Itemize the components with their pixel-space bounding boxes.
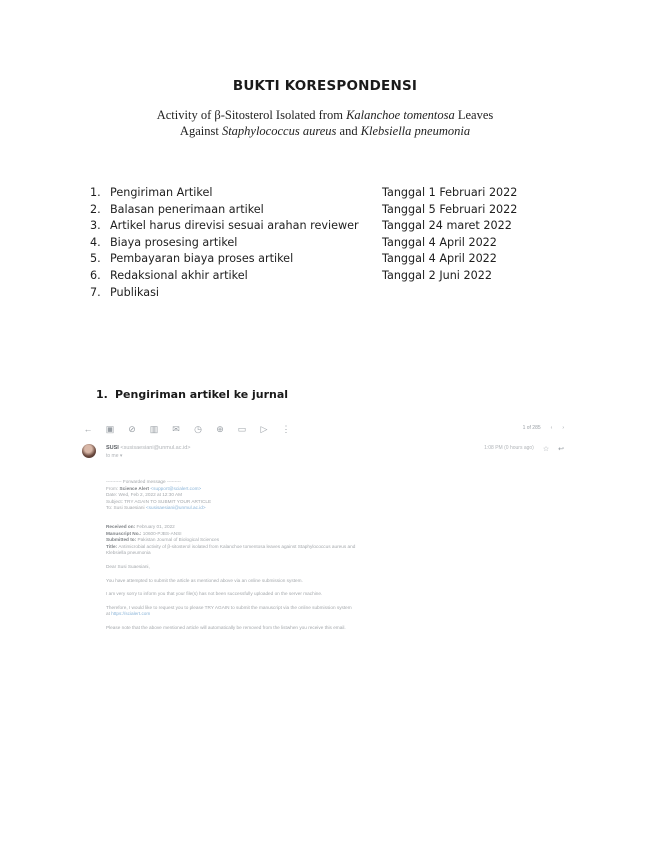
to-line <box>106 505 356 512</box>
list-item <box>90 203 550 220</box>
submission-link[interactable]: https://scialert.com <box>111 611 151 617</box>
title-label: Title: <box>106 543 119 549</box>
section-number: 1. <box>96 388 108 401</box>
received-label: Received on: <box>106 523 137 529</box>
to-label: To: Susi Suaesiani <box>106 505 146 511</box>
manuscript-value: 10600-PJBS-ANSI <box>142 530 182 536</box>
email-paragraph: I am very sorry to inform you that your file(s) has not been successfully uploaded on the server machine. <box>106 591 323 597</box>
email-paragraph: You have attempted to submit the article as mentioned above via an online submission system. <box>106 577 303 583</box>
item-number: 2. <box>90 202 101 216</box>
item-label: Balasan penerimaan artikel <box>110 202 264 216</box>
chevron-right-icon: › <box>562 425 564 431</box>
title-value: Antimicrobial activity of β-sitosterol isolated from Kalanchoe tomentosa leaves against Staphylococcus aureus and Klebsiella pneumonia <box>106 543 356 556</box>
item-label: Pembayaran biaya proses artikel <box>110 252 294 266</box>
article-title-italic: Kalanchoe tomentosa <box>346 108 455 122</box>
item-label: Artikel harus direvisi sesuai arahan reviewer <box>110 219 359 233</box>
item-date: Tanggal 4 April 2022 <box>382 235 497 249</box>
item-number: 5. <box>90 252 101 266</box>
item-label: Pengiriman Artikel <box>110 186 213 199</box>
item-number: 7. <box>90 285 101 299</box>
submitted-label: Submitted to: <box>106 537 138 543</box>
item-date: Tanggal 24 maret 2022 <box>382 219 512 233</box>
back-arrow-icon: ← <box>83 424 93 434</box>
label-icon: ▷ <box>260 424 268 434</box>
list-item <box>90 219 550 236</box>
email-recipient: to me ▾ <box>106 453 123 459</box>
item-date: Tanggal 5 Februari 2022 <box>382 202 518 216</box>
subject-line: Subject: TRY AGAIN TO SUBMIT YOUR ARTICLE <box>106 498 212 504</box>
list-item <box>90 269 550 286</box>
correspondence-list <box>90 186 550 302</box>
email-toolbar <box>82 424 292 435</box>
article-title-italic: Klebsiella pneumonia <box>360 124 471 138</box>
submitted-line <box>106 537 356 544</box>
received-value: February 01, 2022 <box>136 523 175 529</box>
email-time: 1:08 PM (0 hours ago) <box>484 445 534 451</box>
item-label: Biaya prosesing artikel <box>110 235 238 249</box>
sender-email: <susisaesiani@unmul.ac.id> <box>120 445 191 451</box>
list-item <box>90 286 550 303</box>
article-title-italic: Staphylococcus aureus <box>221 124 337 138</box>
email-sender <box>106 445 190 451</box>
avatar <box>82 444 96 458</box>
archive-icon: ▣ <box>105 424 115 434</box>
received-line <box>106 524 356 531</box>
item-number: 4. <box>90 235 101 249</box>
email-paragraph: Please note that the above mentioned article will automatically be removed from the listwhen you receive this email. <box>106 624 346 630</box>
item-date <box>382 286 550 303</box>
article-title <box>150 107 500 139</box>
section-title: Pengiriman artikel ke jurnal <box>115 388 289 401</box>
manuscript-line <box>106 531 356 538</box>
section-heading <box>96 388 288 401</box>
article-title-part: and <box>336 124 361 138</box>
email-meta <box>484 445 564 453</box>
submitted-value: Pakistan Journal of Biological Sciences <box>137 537 220 543</box>
from-label: From: <box>106 485 120 491</box>
recipient-text: to me <box>106 453 119 459</box>
email-screenshot <box>78 420 578 690</box>
item-number: 1. <box>90 186 101 199</box>
email-body <box>106 479 356 632</box>
list-item <box>90 236 550 253</box>
list-item <box>90 186 550 203</box>
from-line <box>106 486 356 493</box>
sender-name: SUSI <box>106 445 119 451</box>
item-date: Tanggal 1 Februari 2022 <box>382 186 518 199</box>
more-options-icon: ⋮ <box>281 424 291 434</box>
date-line: Date: Wed, Feb 2, 2022 at 12:30 AM <box>106 492 183 498</box>
article-title-part: Leaves Against <box>179 108 494 138</box>
title-line <box>106 544 356 557</box>
move-to-icon: ▭ <box>237 424 247 434</box>
item-date: Tanggal 4 April 2022 <box>382 252 497 266</box>
manuscript-label: Manuscript No.: <box>106 530 143 536</box>
item-date: Tanggal 2 Juni 2022 <box>382 268 492 282</box>
item-label: Redaksional akhir artikel <box>110 268 248 282</box>
mark-unread-icon: ✉ <box>172 424 180 434</box>
email-paragraph <box>106 605 356 618</box>
add-task-icon: ⊕ <box>216 424 224 434</box>
chevron-left-icon: ‹ <box>550 425 553 431</box>
list-item <box>90 252 550 269</box>
star-icon: ☆ <box>542 446 550 453</box>
item-number: 3. <box>90 219 101 233</box>
pager-text: 1 of 285 <box>522 425 541 431</box>
to-email: <susisaesiani@unmul.ac.id> <box>145 505 206 511</box>
snooze-icon: ◷ <box>194 424 202 434</box>
greeting: Dear Susi Suaesiani, <box>106 563 150 569</box>
article-title-part: Activity of β-Sitosterol Isolated from <box>156 108 347 122</box>
reply-icon: ↩ <box>558 446 564 453</box>
item-number: 6. <box>90 268 101 282</box>
paragraph-text: Therefore, I would like to request you to please TRY AGAIN to submit the manuscript via the online submission system at <box>106 604 352 617</box>
report-spam-icon: ⊘ <box>128 424 136 434</box>
from-email: <support@scialert.com> <box>150 485 202 491</box>
email-pager <box>523 425 564 431</box>
forwarded-header: ---------- Forwarded message --------- <box>106 479 181 484</box>
from-name: Science Alert <box>119 485 150 491</box>
item-label: Publikasi <box>110 285 160 299</box>
delete-icon: ▥ <box>149 424 159 434</box>
page-title: BUKTI KORESPONDENSI <box>232 78 418 94</box>
